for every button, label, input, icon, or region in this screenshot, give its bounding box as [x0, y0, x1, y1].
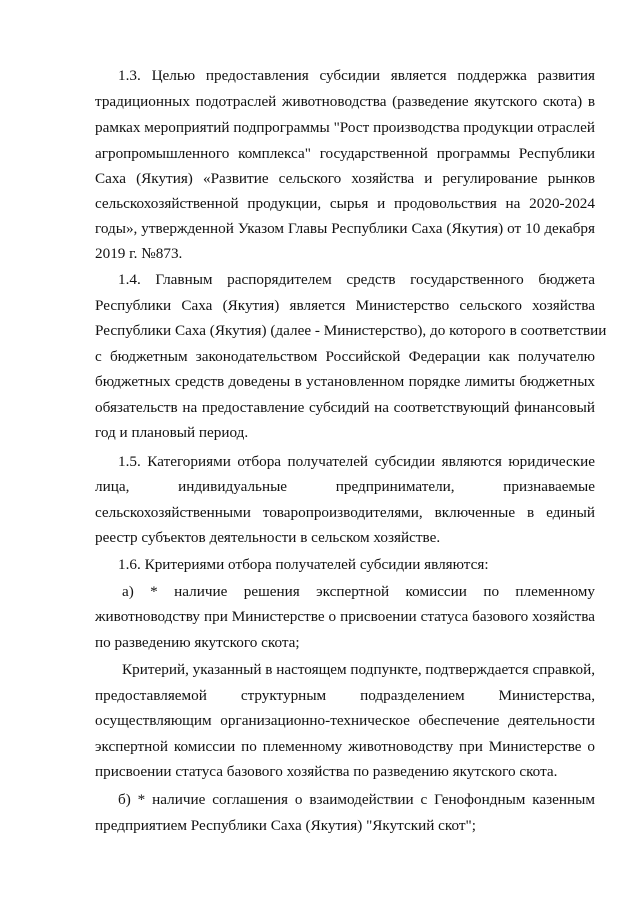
- text-line: обязательств на предоставление субсидий на соответствующий финансовый: [95, 399, 595, 416]
- text-line: предприятием Республики Саха (Якутия) "Якутский скот";: [95, 817, 476, 834]
- text-line: годы», утвержденной Указом Главы Республики Саха (Якутия) от 10 декабря: [95, 220, 595, 237]
- text-line: 1.4. Главным распорядителем средств государственного бюджета: [118, 271, 595, 288]
- text-line: сельскохозяйственной продукции, сырья и продовольствия на 2020-2024: [95, 195, 595, 212]
- text-line: а) * наличие решения экспертной комиссии по племенному: [122, 583, 595, 600]
- text-line: 2019 г. №873.: [95, 245, 183, 262]
- text-line: с бюджетным законодательством Российской Федерации как получателю: [95, 348, 595, 365]
- text-line: Республики Саха (Якутия) (далее - Министерство), до которого в соответствии: [95, 322, 607, 339]
- text-line: присвоении статуса базового хозяйства по разведению якутского скота.: [95, 763, 558, 780]
- text-line: агропромышленного комплекса" государственной программы Республики: [95, 145, 595, 162]
- text-line: животноводству при Министерстве о присвоении статуса базового хозяйства: [95, 608, 595, 625]
- text-line: предоставляемой структурным подразделением Министерства,: [95, 687, 595, 704]
- text-line: осуществляющим организационно-техническое обеспечение деятельности: [95, 712, 595, 729]
- text-line: 1.6. Критериями отбора получателей субсидии являются:: [118, 556, 489, 573]
- text-line: б) * наличие соглашения о взаимодействии с Генофондным казенным: [118, 791, 595, 808]
- text-line: Саха (Якутия) «Развитие сельского хозяйства и регулирование рынков: [95, 170, 595, 187]
- text-line: Республики Саха (Якутия) является Министерство сельского хозяйства: [95, 297, 595, 314]
- text-line: реестр субъектов деятельности в сельском хозяйстве.: [95, 529, 441, 546]
- text-line: год и плановый период.: [95, 424, 249, 441]
- text-line: 1.5. Категориями отбора получателей субсидии являются юридические: [118, 453, 595, 470]
- text-line: лица, индивидуальные предприниматели, признаваемые: [95, 478, 595, 495]
- text-line: по разведению якутского скота;: [95, 634, 300, 651]
- text-line: рамках мероприятий подпрограммы "Рост производства продукции отраслей: [95, 119, 595, 136]
- text-line: экспертной комиссии по племенному животноводству при Министерстве о: [95, 738, 595, 755]
- text-line: 1.3. Целью предоставления субсидии является поддержка развития: [118, 67, 595, 84]
- text-line: Критерий, указанный в настоящем подпункте, подтверждается справкой,: [122, 661, 596, 678]
- text-line: бюджетных средств доведены в установленном порядке лимиты бюджетных: [95, 373, 595, 390]
- text-line: традиционных подотраслей животноводства (разведение якутского скота) в: [95, 93, 595, 110]
- text-line: сельскохозяйственными товаропроизводителями, включенные в единый: [95, 504, 595, 521]
